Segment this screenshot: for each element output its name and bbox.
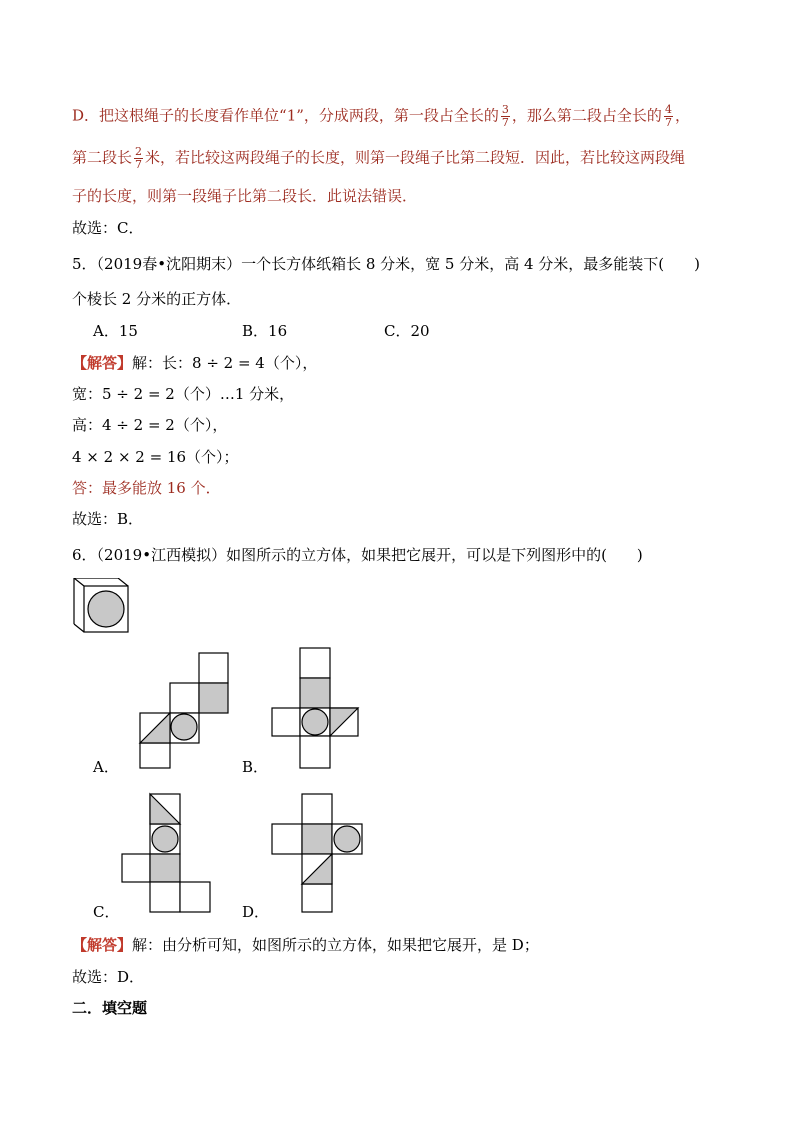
d-explain-line-2: 第二段长 $\frac{2}{7}$ 米，若比较这两段绳子的长度，则第一段绳子比第二段短．因此，若比较这两段绳 <box>72 145 686 171</box>
d-explain-line-1: D．把这根绳子的长度看作单位“1”，分成两段，第一段占全长的 $\frac{3}{7}$ ，那么第二段占全长的 $\frac{4}{7}$ ， <box>72 103 690 129</box>
cube-figure <box>72 578 132 638</box>
q4-choice: 故选：C． <box>72 219 144 237</box>
net-d <box>270 792 367 917</box>
net-c <box>120 792 215 917</box>
net-a-label: A． <box>93 758 119 776</box>
net-b <box>270 646 362 771</box>
answer-tag: 【解答】 <box>72 936 133 954</box>
net-d-label: D． <box>242 903 270 921</box>
q5-answer-line-3: 高：4 ÷ 2 = 2（个）， <box>72 416 228 434</box>
answer-tag: 【解答】 <box>72 354 133 372</box>
q5-answer-line-5: 答：最多能放 16 个． <box>72 479 221 497</box>
q6-stem: 6．（2019•江西模拟）如图所示的立方体，如果把它展开，可以是下列图形中的( ) <box>72 546 643 564</box>
section-2-heading: 二．填空题 <box>72 999 148 1017</box>
q6-choice: 故选：D． <box>72 968 145 986</box>
q5-answer-line-2: 宽：5 ÷ 2 = 2（个）…1 分米， <box>72 385 295 403</box>
q5-option-c: C．20 <box>384 322 430 340</box>
d-explain-line-3: 子的长度，则第一段绳子比第二段长．此说法错误． <box>72 187 418 205</box>
net-a <box>138 651 233 771</box>
q6-answer: 【解答】解：由分析可知，如图所示的立方体，如果把它展开，是 D； <box>72 936 539 954</box>
q5-choice: 故选：B． <box>72 510 144 528</box>
q5-option-a: A．15 <box>93 322 138 340</box>
net-b-label: B． <box>242 758 269 776</box>
q5-answer-line-1: 【解答】解：长：8 ÷ 2 = 4（个）， <box>72 354 318 372</box>
q5-answer-line-4: 4 × 2 × 2 = 16（个）； <box>72 448 239 466</box>
q5-stem-1: 5．（2019春•沈阳期末）一个长方体纸箱长 8 分米，宽 5 分米，高 4 分米，最多能装下( ) <box>72 255 701 273</box>
q5-option-b: B．16 <box>242 322 288 340</box>
q5-stem-2: 个棱长 2 分米的正方体． <box>72 290 242 308</box>
net-c-label: C． <box>93 903 120 921</box>
